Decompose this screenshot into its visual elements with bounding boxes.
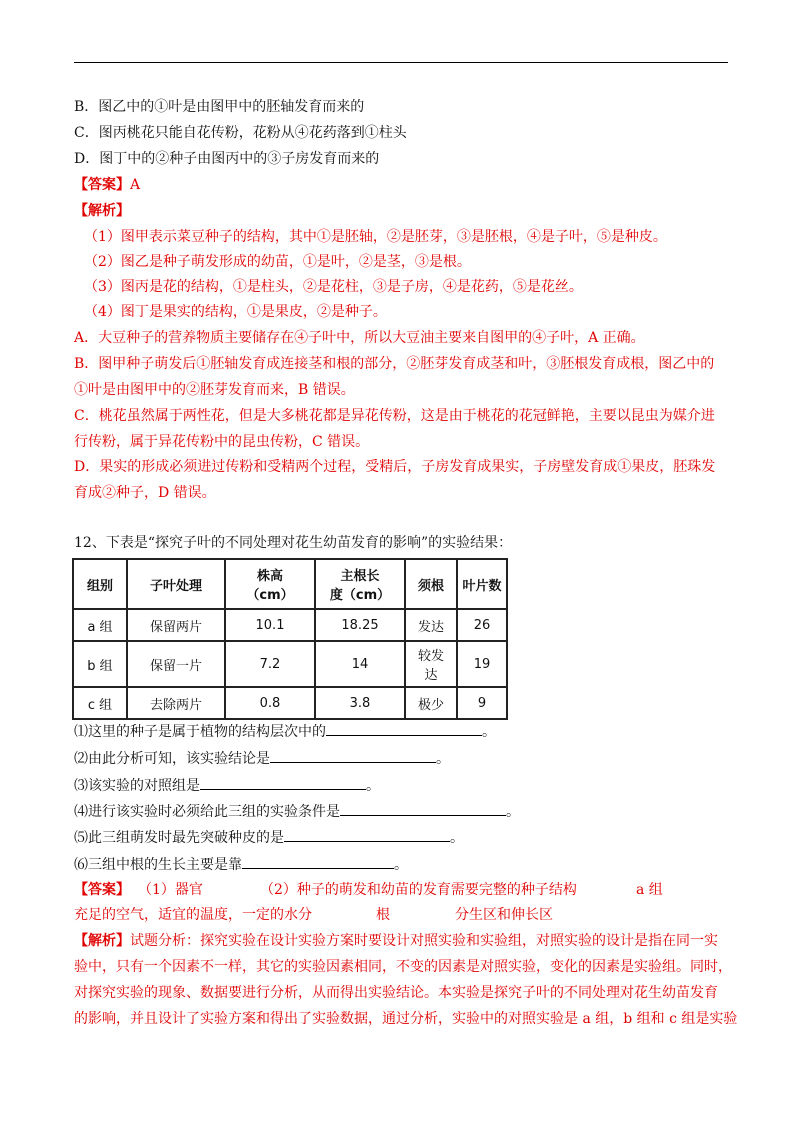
analysis-point: （4）图丁是果实的结构，①是果皮，②是种子。 [84, 304, 387, 320]
answer-blank[interactable] [200, 776, 366, 790]
table-cell: 去除两片 [127, 687, 225, 719]
table-row [73, 609, 507, 641]
answer-blank[interactable] [242, 855, 394, 869]
answer-label: 【答案】 [74, 177, 130, 193]
answer-value: A [130, 177, 141, 193]
header-rule [74, 62, 728, 63]
table-cell: 26 [457, 609, 507, 641]
table-header: 组别 [73, 559, 127, 609]
q12-answer-label: 【答案】 [74, 882, 130, 898]
explain-line: C．桃花虽然属于两性花，但是大多桃花都是异花传粉，这是由于桃花的花冠鲜艳，主要以昆虫为媒介进 [74, 408, 715, 424]
table-row [73, 687, 507, 719]
table-cell: 极少 [405, 687, 457, 719]
answer-blank[interactable] [340, 802, 506, 816]
table-cell: a 组 [73, 609, 127, 641]
table-cell: 7.2 [225, 641, 315, 687]
option-d: D．图丁中的②种子由图丙中的③子房发育而来的 [74, 151, 380, 167]
subquestion-6: ⑹三组中根的生长主要是靠 。 [74, 857, 408, 873]
q12-analysis-line: 【解析】试题分析：探究实验在设计实验方案时要设计对照实验和实验组，对照实验的设计是指在同一实 [74, 933, 718, 949]
table-cell: 0.8 [225, 687, 315, 719]
table-header: 株高 （cm） [225, 559, 315, 609]
table-cell: 保留两片 [127, 609, 225, 641]
subquestion-3: ⑶该实验的对照组是 。 [74, 778, 380, 794]
answer-blank[interactable] [326, 722, 482, 736]
table-cell: 18.25 [315, 609, 405, 641]
explain-line: A．大豆种子的营养物质主要储存在④子叶中，所以大豆油主要来自图甲的④子叶，A 正确。 [74, 330, 645, 346]
answer-6: 分生区和伸长区 [455, 907, 553, 923]
analysis-point: （1）图甲表示菜豆种子的结构，其中①是胚轴，②是胚芽，③是胚根，④是子叶，⑤是种皮。 [84, 229, 667, 245]
explain-line: 育成②种子，D 错误。 [74, 485, 216, 501]
answer-2: （2）种子的萌发和幼苗的发育需要完整的种子结构 [260, 882, 577, 898]
results-table [72, 558, 508, 720]
answer-4: 充足的空气，适宜的温度，一定的水分 [74, 907, 312, 923]
subquestion-5: ⑸此三组萌发时最先突破种皮的是 。 [74, 830, 464, 846]
table-cell: 3.8 [315, 687, 405, 719]
table-header: 子叶处理 [127, 559, 225, 609]
table-cell: 保留一片 [127, 641, 225, 687]
table-cell: b 组 [73, 641, 127, 687]
analysis-label: 【解析】 [74, 203, 130, 219]
analysis-point: （2）图乙是种子萌发形成的幼苗，①是叶，②是茎，③是根。 [84, 254, 471, 270]
table-header: 主根长 度（cm） [315, 559, 405, 609]
answer-blank[interactable] [284, 828, 450, 842]
subquestion-1: ⑴这里的种子是属于植物的结构层次中的 。 [74, 724, 496, 740]
answer-blank[interactable] [270, 749, 436, 763]
table-cell: 10.1 [225, 609, 315, 641]
q12-stem: 12、下表是“探究子叶的不同处理对花生幼苗发育的影响”的实验结果： [74, 535, 513, 551]
q12-analysis-line: 的影响，并且设计了实验方案和得出了实验数据，通过分析，实验中的对照实验是 a 组，b 组和 c 组是实验 [74, 1011, 738, 1027]
option-b: B．图乙中的①叶是由图甲中的胚轴发育而来的 [74, 99, 365, 115]
table-cell: 14 [315, 641, 405, 687]
explain-line: B．图甲种子萌发后①胚轴发育成连接茎和根的部分，②胚芽发育成茎和叶，③胚根发育成根，图乙中的 [74, 356, 715, 372]
subquestion-2: ⑵由此分析可知，该实验结论是 。 [74, 751, 450, 767]
q12-analysis-line: 对探究实验的现象、数据要进行分析，从而得出实验结论。本实验是探究子叶的不同处理对花生幼苗发育 [74, 985, 718, 1001]
answer-5: 根 [376, 907, 390, 923]
q12-analysis-line: 验中，只有一个因素不一样，其它的实验因素相同，不变的因素是对照实验，变化的因素是实验组。同时， [74, 959, 732, 975]
table-cell: 9 [457, 687, 507, 719]
table-header-row [73, 559, 507, 609]
explain-line: D．果实的形成必须进过传粉和受精两个过程，受精后，子房发育成果实，子房壁发育成①果皮，胚珠发 [74, 459, 716, 475]
explain-line: ①叶是由图甲中的②胚芽发育而来，B 错误。 [74, 382, 355, 398]
table-cell: c 组 [73, 687, 127, 719]
table-header: 须根 [405, 559, 457, 609]
answer-1: （1）器官 [138, 882, 203, 898]
table-header: 叶片数 [457, 559, 507, 609]
analysis-point: （3）图丙是花的结构，①是柱头，②是花柱，③是子房，④是花药，⑤是花丝。 [84, 279, 583, 295]
table-cell: 发达 [405, 609, 457, 641]
subquestion-4: ⑷进行该实验时必须给此三组的实验条件是 。 [74, 804, 520, 820]
answer-3: a 组 [636, 882, 663, 898]
table-cell: 19 [457, 641, 507, 687]
table-row [73, 641, 507, 687]
q11-answer [74, 176, 140, 194]
table-cell: 较发 达 [405, 641, 457, 687]
option-c: C．图丙桃花只能自花传粉，花粉从④花药落到①柱头 [74, 125, 407, 141]
explain-line: 行传粉，属于异花传粉中的昆虫传粉，C 错误。 [74, 434, 370, 450]
